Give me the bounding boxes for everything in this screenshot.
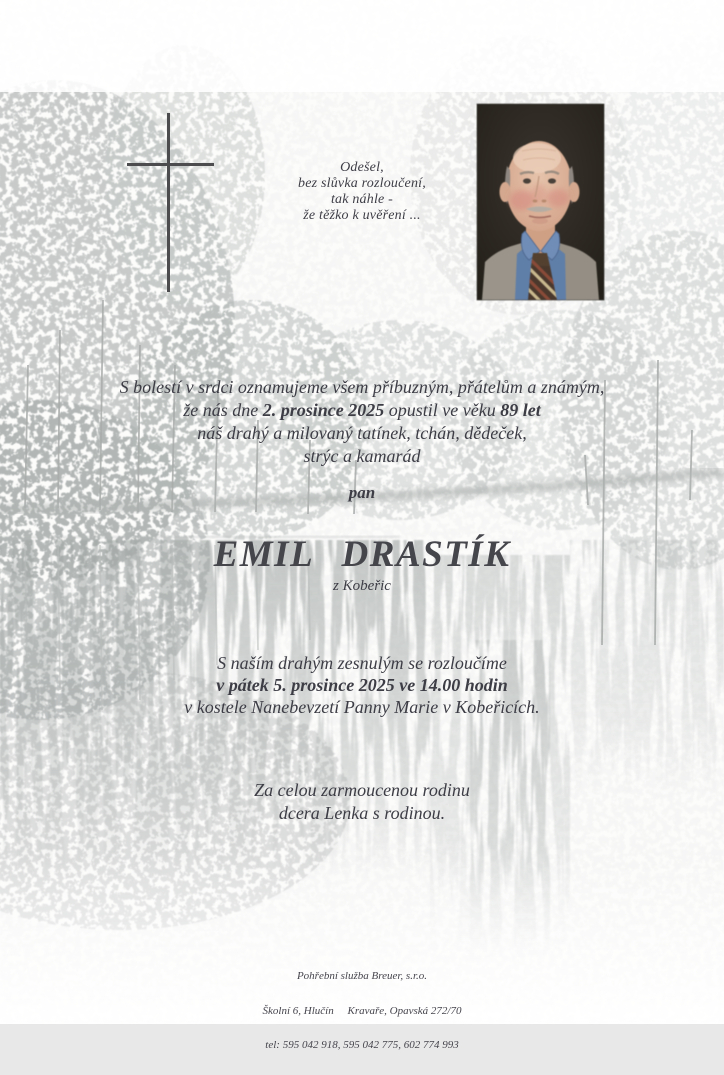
death-date: 2. prosince 2025 bbox=[262, 400, 385, 420]
portrait-photo bbox=[477, 104, 604, 300]
announcement-line: náš drahý a milovaný tatínek, tchán, dědeček, bbox=[197, 423, 527, 443]
announcement-text: opustil ve věku bbox=[384, 400, 501, 420]
family-block bbox=[0, 779, 724, 824]
family-line: Za celou zarmoucenou rodinu bbox=[254, 780, 470, 800]
farewell-line: S naším drahým zesnulým se rozloučíme bbox=[217, 653, 507, 673]
announcement-line: strýc a kamarád bbox=[303, 446, 421, 466]
funeral-home-name: Pohřební služba Breuer, s.r.o. bbox=[296, 970, 428, 982]
poem-line: tak náhle - bbox=[330, 192, 394, 207]
age: 89 let bbox=[500, 400, 541, 420]
poem-line: Odešel, bbox=[340, 160, 384, 175]
announcement-text: že nás dne bbox=[183, 400, 263, 420]
funeral-place: v kostele Nanebevzetí Panny Marie v Kobeřicích. bbox=[184, 697, 540, 717]
family-line: dcera Lenka s rodinou. bbox=[278, 802, 446, 823]
announcement-line bbox=[0, 399, 724, 422]
poem-line: že těžko k uvěření ... bbox=[303, 208, 421, 223]
farewell-block bbox=[0, 652, 724, 718]
funeral-home-address: Školní 6, Hlučín Kravaře, Opavská 272/70 bbox=[262, 1004, 462, 1017]
announcement-line: S bolestí v srdci oznamujeme všem příbuzným, přátelům a známým, bbox=[119, 377, 605, 397]
deceased-origin: z Kobeřic bbox=[333, 578, 391, 594]
funeral-home-block bbox=[0, 948, 724, 1075]
deceased-name: EMIL DRASTÍK bbox=[213, 534, 511, 575]
portrait-illustration bbox=[477, 104, 604, 300]
poem-block bbox=[0, 160, 724, 224]
funeral-datetime: v pátek 5. prosince 2025 ve 14.00 hodin bbox=[216, 675, 508, 695]
announcement-block bbox=[0, 376, 724, 468]
funeral-home-phones: tel: 595 042 918, 595 042 775, 602 774 993 bbox=[265, 1039, 459, 1051]
salutation: pan bbox=[348, 483, 376, 502]
poem-line: bez slůvka rozloučení, bbox=[298, 176, 426, 191]
